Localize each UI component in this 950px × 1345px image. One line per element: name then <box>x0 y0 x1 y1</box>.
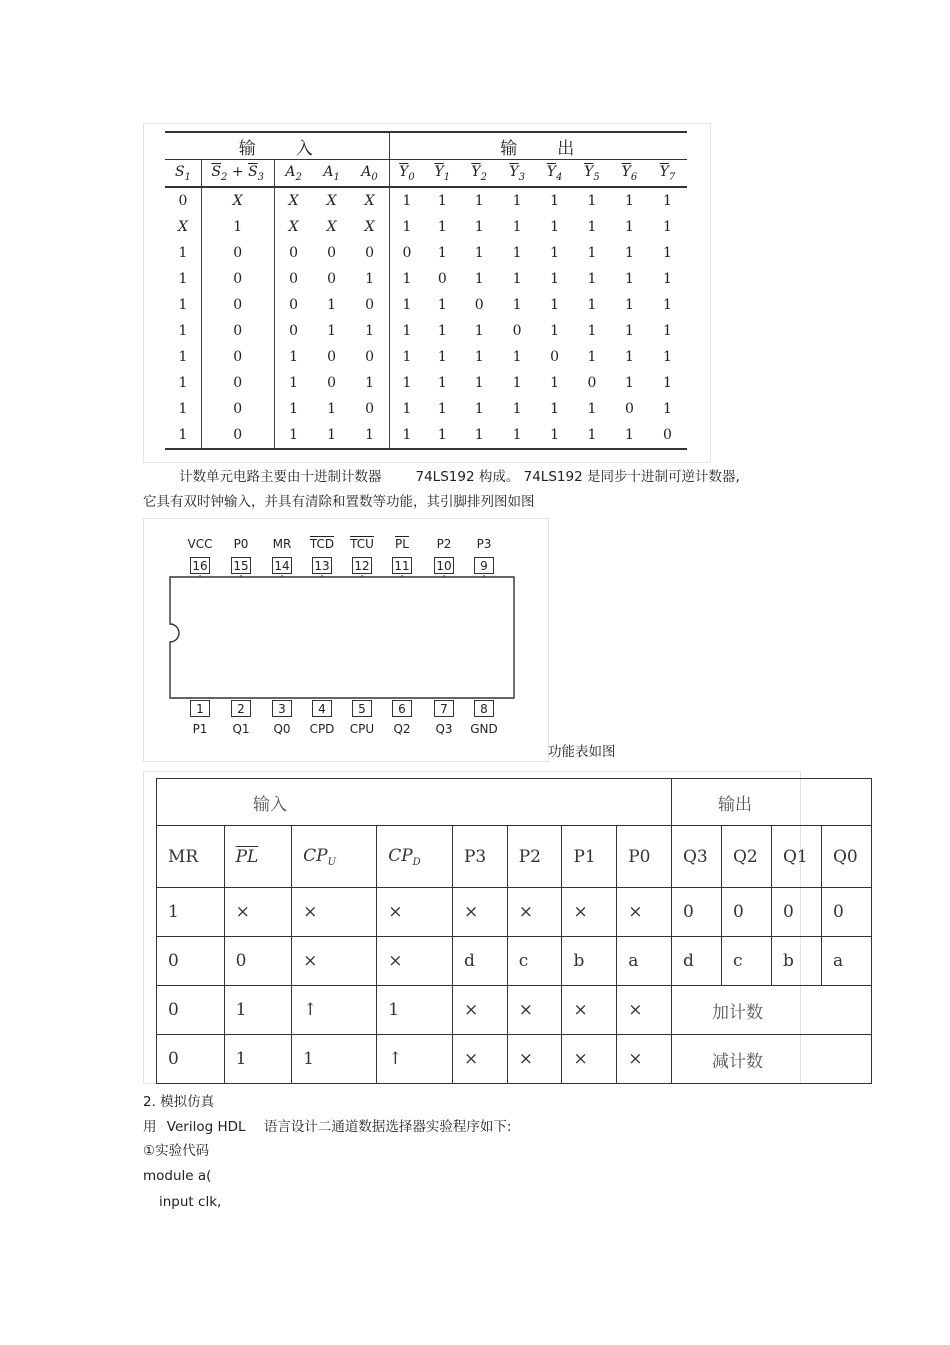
function-cell: c <box>722 937 772 986</box>
decoder-cell: 1 <box>573 422 611 449</box>
function-cell: × <box>292 937 377 986</box>
fn-header-cpu: $CP_U$ <box>292 826 377 888</box>
decoder-cell: 1 <box>474 271 484 287</box>
decoder-cell: 1 <box>327 297 337 313</box>
decoder-cell: X <box>201 187 274 214</box>
decoder-cell: 1 <box>351 266 389 292</box>
decoder-cell: 1 <box>437 375 447 391</box>
decoder-cell: 0 <box>648 422 687 449</box>
decoder-cell: 1 <box>351 422 389 449</box>
decoder-cell: 1 <box>165 292 201 318</box>
count-mode-label: 加计数 <box>672 986 872 1035</box>
pin-number: 9 <box>474 557 494 574</box>
decoder-cell: 1 <box>474 401 484 417</box>
decoder-cell: 1 <box>624 245 634 261</box>
decoder-row <box>165 396 687 422</box>
function-column-header-row <box>157 826 872 888</box>
decoder-cell: 1 <box>437 297 447 313</box>
decoder-cell: 1 <box>550 193 560 209</box>
decoder-row <box>165 422 687 449</box>
function-count-row <box>157 986 872 1035</box>
pin-label-q0: Q0 <box>273 722 291 736</box>
pin-number: 10 <box>434 557 454 574</box>
decoder-cell: 1 <box>165 240 201 266</box>
function-cell: 0 <box>822 888 872 937</box>
count-mode-label: 减计数 <box>672 1035 872 1084</box>
function-cell: 1 <box>224 986 292 1035</box>
function-cell: × <box>452 1035 507 1084</box>
code-title: ①实验代码 <box>143 1143 210 1159</box>
intro-prefix: 用 <box>143 1119 157 1135</box>
col-header-y2: $\overline{Y}_2$ <box>460 160 498 188</box>
decoder-cell: 1 <box>662 401 672 417</box>
function-cell: × <box>507 888 562 937</box>
function-table <box>156 778 872 1084</box>
decoder-cell: 1 <box>512 193 522 209</box>
decoder-cell: 1 <box>662 193 672 209</box>
function-table-caption: 功能表如图 <box>548 744 616 760</box>
function-cell: × <box>507 1035 562 1084</box>
decoder-cell: 1 <box>474 193 484 209</box>
decoder-cell: 1 <box>662 245 672 261</box>
function-cell: × <box>292 888 377 937</box>
decoder-cell: 1 <box>662 349 672 365</box>
decoder-cell: 0 <box>289 271 299 287</box>
decoder-cell: 1 <box>165 396 201 422</box>
pin-number: 13 <box>312 557 332 574</box>
pin-label-cpu: CPU <box>349 722 375 736</box>
decoder-cell: 1 <box>512 349 522 365</box>
decoder-cell: 1 <box>536 422 573 449</box>
decoder-cell: 0 <box>550 349 560 365</box>
pin-label-gnd: GND <box>470 722 498 736</box>
decoder-cell: 1 <box>474 245 484 261</box>
intro-text-part1: 计数单元电路主要由十进制计数器 <box>179 469 382 485</box>
decoder-cell: 0 <box>327 245 337 261</box>
function-cell: b <box>562 937 617 986</box>
pin-label-vcc: VCC <box>187 537 213 551</box>
function-row <box>157 937 872 986</box>
decoder-cell: 1 <box>424 422 460 449</box>
decoder-cell: 0 <box>289 297 299 313</box>
decoder-cell: 1 <box>402 375 412 391</box>
decoder-cell: X <box>288 193 299 209</box>
function-output-group-header: 输出 <box>672 779 872 826</box>
pin-number: 3 <box>272 700 292 717</box>
intro-description: 语言设计二通道数据选择器实验程序如下: <box>263 1119 512 1135</box>
decoder-cell: 1 <box>289 349 299 365</box>
decoder-cell: 0 <box>512 323 522 339</box>
decoder-cell: 0 <box>351 344 389 370</box>
intro-paragraph-line2: 它具有双时钟输入，并具有清除和置数等功能，其引脚排列图如图 <box>143 494 535 510</box>
function-cell: a <box>822 937 872 986</box>
decoder-cell: 1 <box>274 422 312 449</box>
intro-text-part2: 74LS192 构成。 74LS192 是同步十进制可逆计数器, <box>415 469 740 485</box>
function-cell: × <box>377 937 453 986</box>
decoder-cell: 1 <box>550 271 560 287</box>
decoder-row <box>165 187 687 214</box>
col-header-y0: $\overline{Y}_0$ <box>389 160 424 188</box>
decoder-cell: X <box>351 187 389 214</box>
function-cell: × <box>452 986 507 1035</box>
decoder-cell: 1 <box>624 219 634 235</box>
decoder-cell: 1 <box>587 401 597 417</box>
decoder-row <box>165 292 687 318</box>
function-cell: × <box>224 888 292 937</box>
function-cell: a <box>617 937 672 986</box>
decoder-cell: 1 <box>550 245 560 261</box>
col-header-y1: $\overline{Y}_1$ <box>424 160 460 188</box>
function-cell: × <box>507 986 562 1035</box>
decoder-cell: 0 <box>624 401 634 417</box>
decoder-cell: 1 <box>624 297 634 313</box>
decoder-cell: 1 <box>624 375 634 391</box>
decoder-cell: 0 <box>201 344 274 370</box>
decoder-cell: 0 <box>201 422 274 449</box>
decoder-cell: 1 <box>587 193 597 209</box>
decoder-cell: 1 <box>587 323 597 339</box>
decoder-cell: 1 <box>474 349 484 365</box>
decoder-cell: 1 <box>662 219 672 235</box>
function-cell: × <box>562 986 617 1035</box>
decoder-cell: 1 <box>587 297 597 313</box>
decoder-cell: 1 <box>624 323 634 339</box>
pin-label-p0: P0 <box>233 537 249 551</box>
function-cell: 1 <box>292 1035 377 1084</box>
decoder-cell: 1 <box>165 266 201 292</box>
code-line-1: module a( <box>143 1168 212 1184</box>
decoder-cell: 1 <box>165 370 201 396</box>
decoder-cell: 1 <box>662 297 672 313</box>
decoder-cell: 1 <box>611 422 648 449</box>
decoder-cell: 1 <box>165 422 201 449</box>
decoder-cell: 1 <box>402 271 412 287</box>
decoder-cell: 1 <box>474 323 484 339</box>
decoder-cell: 0 <box>327 271 337 287</box>
pin-number: 4 <box>312 700 332 717</box>
pin-number: 12 <box>352 557 372 574</box>
intro-paragraph-line1 <box>179 467 740 487</box>
function-cell: d <box>452 937 507 986</box>
decoder-cell: 0 <box>587 375 597 391</box>
decoder-cell: 1 <box>351 318 389 344</box>
decoder-cell: 1 <box>587 245 597 261</box>
section-heading: 2. 模拟仿真 <box>143 1094 215 1110</box>
decoder-column-header-row <box>165 160 687 188</box>
decoder-cell: 1 <box>474 375 484 391</box>
function-cell: 0 <box>772 888 822 937</box>
function-cell: c <box>507 937 562 986</box>
decoder-cell: 1 <box>402 193 412 209</box>
decoder-cell: 1 <box>512 245 522 261</box>
function-cell: b <box>772 937 822 986</box>
decoder-cell: 1 <box>460 422 498 449</box>
decoder-cell: 1 <box>512 297 522 313</box>
decoder-cell: 1 <box>512 375 522 391</box>
decoder-cell: 1 <box>662 323 672 339</box>
function-cell: 0 <box>157 986 225 1035</box>
decoder-truth-table <box>165 131 687 450</box>
decoder-cell: X <box>165 214 201 240</box>
decoder-cell: X <box>326 193 337 209</box>
pin-number: 14 <box>272 557 292 574</box>
pin-label-p2: P2 <box>436 537 452 551</box>
pin-number: 16 <box>190 557 210 574</box>
function-cell: × <box>452 888 507 937</box>
decoder-cell: 1 <box>402 349 412 365</box>
decoder-cell: 1 <box>402 401 412 417</box>
decoder-cell: 1 <box>351 370 389 396</box>
col-header-s2-s3: $\overline{S}_2 + \overline{S}_3$ <box>201 160 274 188</box>
decoder-cell: 1 <box>289 375 299 391</box>
decoder-cell: 1 <box>624 349 634 365</box>
decoder-cell: 1 <box>550 375 560 391</box>
decoder-cell: 1 <box>437 401 447 417</box>
decoder-cell: 1 <box>587 349 597 365</box>
col-header-y7: $\overline{Y}_7$ <box>648 160 687 188</box>
fn-header-cpd: $CP_D$ <box>377 826 453 888</box>
decoder-cell: 0 <box>201 396 274 422</box>
decoder-table-body <box>165 187 687 449</box>
function-cell: × <box>617 1035 672 1084</box>
decoder-cell: 1 <box>437 193 447 209</box>
decoder-cell: 1 <box>512 401 522 417</box>
decoder-cell: 1 <box>587 271 597 287</box>
function-cell: × <box>617 986 672 1035</box>
pin-number: 5 <box>352 700 372 717</box>
pin-number: 8 <box>474 700 494 717</box>
decoder-cell: 1 <box>402 219 412 235</box>
function-cell: 0 <box>672 888 722 937</box>
decoder-row <box>165 240 687 266</box>
decoder-cell: X <box>326 219 337 235</box>
decoder-cell: 1 <box>165 344 201 370</box>
col-header-a1: $A_1$ <box>313 160 351 188</box>
decoder-cell: 0 <box>327 375 337 391</box>
decoder-cell: X <box>351 214 389 240</box>
decoder-cell: 1 <box>402 297 412 313</box>
decoder-cell: 0 <box>201 292 274 318</box>
decoder-cell: 1 <box>498 422 536 449</box>
decoder-cell: 1 <box>201 214 274 240</box>
decoder-cell: 1 <box>550 219 560 235</box>
function-table-body <box>157 888 872 1084</box>
decoder-cell: 1 <box>289 401 299 417</box>
decoder-cell: 1 <box>624 271 634 287</box>
col-header-y3: $\overline{Y}_3$ <box>498 160 536 188</box>
function-cell: 1 <box>377 986 453 1035</box>
pin-label-mr: MR <box>272 537 292 551</box>
decoder-cell: 0 <box>289 245 299 261</box>
decoder-cell: 1 <box>313 422 351 449</box>
function-cell: × <box>377 888 453 937</box>
function-count-row <box>157 1035 872 1084</box>
decoder-cell: 0 <box>289 323 299 339</box>
decoder-cell: 1 <box>512 219 522 235</box>
pin-number: 6 <box>392 700 412 717</box>
decoder-cell: 0 <box>402 245 412 261</box>
code-line-2: input clk, <box>159 1194 222 1210</box>
decoder-row <box>165 266 687 292</box>
decoder-cell: 1 <box>512 271 522 287</box>
decoder-cell: 0 <box>351 240 389 266</box>
fn-header-mr: MR <box>157 826 225 888</box>
decoder-output-group-header: 输 出 <box>389 132 687 160</box>
fn-header-q3: Q3 <box>672 826 722 888</box>
fn-header-q2: Q2 <box>722 826 772 888</box>
decoder-cell: 1 <box>437 323 447 339</box>
function-cell: × <box>617 888 672 937</box>
col-header-s1: $S_1$ <box>165 160 201 188</box>
decoder-cell: X <box>288 219 299 235</box>
fn-header-p0: P0 <box>617 826 672 888</box>
decoder-cell: 0 <box>201 318 274 344</box>
decoder-cell: 1 <box>662 375 672 391</box>
decoder-input-group-header: 输 入 <box>165 132 389 160</box>
section-intro <box>143 1117 511 1137</box>
decoder-cell: 1 <box>550 323 560 339</box>
decoder-cell: 0 <box>437 271 447 287</box>
col-header-y5: $\overline{Y}_5$ <box>573 160 611 188</box>
decoder-cell: 1 <box>550 401 560 417</box>
decoder-cell: 1 <box>550 297 560 313</box>
pin-number: 11 <box>392 557 412 574</box>
pin-label-tcd: $\overline{TCD}$ <box>309 537 335 551</box>
function-cell: d <box>672 937 722 986</box>
intro-language: Verilog HDL <box>166 1119 246 1135</box>
function-input-group-header: 输入 <box>157 779 672 826</box>
decoder-cell: 1 <box>437 349 447 365</box>
pin-label-cpd: CPD <box>309 722 335 736</box>
col-header-y6: $\overline{Y}_6$ <box>611 160 648 188</box>
function-cell: ↑ <box>292 986 377 1035</box>
pin-label-p3: P3 <box>476 537 492 551</box>
fn-header-pl: $\overline{PL}$ <box>224 826 292 888</box>
decoder-cell: 1 <box>662 271 672 287</box>
function-cell: 0 <box>157 937 225 986</box>
decoder-cell: 1 <box>327 323 337 339</box>
decoder-cell: 0 <box>165 187 201 214</box>
function-row <box>157 888 872 937</box>
pin-label-p1: P1 <box>192 722 208 736</box>
fn-header-p3: P3 <box>452 826 507 888</box>
decoder-cell: 0 <box>474 297 484 313</box>
decoder-cell: 1 <box>402 323 412 339</box>
decoder-cell: 1 <box>327 401 337 417</box>
decoder-cell: 0 <box>327 349 337 365</box>
pin-label-q2: Q2 <box>393 722 411 736</box>
fn-header-p2: P2 <box>507 826 562 888</box>
decoder-cell: 1 <box>389 422 424 449</box>
decoder-cell: 0 <box>201 266 274 292</box>
decoder-cell: 1 <box>165 318 201 344</box>
function-cell: 1 <box>224 1035 292 1084</box>
decoder-cell: 1 <box>437 219 447 235</box>
decoder-row <box>165 318 687 344</box>
function-cell: 0 <box>224 937 292 986</box>
fn-header-p1: P1 <box>562 826 617 888</box>
pin-label-q3: Q3 <box>435 722 453 736</box>
decoder-row <box>165 370 687 396</box>
function-cell: 0 <box>157 1035 225 1084</box>
decoder-cell: 0 <box>201 370 274 396</box>
decoder-cell: 0 <box>351 292 389 318</box>
pin-number: 1 <box>190 700 210 717</box>
decoder-cell: 1 <box>587 219 597 235</box>
pin-number: 7 <box>434 700 454 717</box>
pin-label-pl: $\overline{PL}$ <box>395 537 409 551</box>
function-cell: 0 <box>722 888 772 937</box>
col-header-y4: $\overline{Y}_4$ <box>536 160 573 188</box>
decoder-row <box>165 214 687 240</box>
function-cell: × <box>562 888 617 937</box>
fn-header-q1: Q1 <box>772 826 822 888</box>
decoder-cell: 0 <box>201 240 274 266</box>
pin-number: 2 <box>231 700 251 717</box>
pin-label-tcu: $\overline{TCU}$ <box>350 537 374 551</box>
decoder-row <box>165 344 687 370</box>
col-header-a0: $A_0$ <box>351 160 389 188</box>
function-cell: × <box>562 1035 617 1084</box>
decoder-cell: 1 <box>437 245 447 261</box>
decoder-cell: 0 <box>351 396 389 422</box>
pin-number: 15 <box>231 557 251 574</box>
col-header-a2: $A_2$ <box>274 160 312 188</box>
function-cell: 1 <box>157 888 225 937</box>
function-cell: ↑ <box>377 1035 453 1084</box>
decoder-cell: 1 <box>474 219 484 235</box>
fn-header-q0: Q0 <box>822 826 872 888</box>
pin-label-q1: Q1 <box>232 722 250 736</box>
decoder-cell: 1 <box>624 193 634 209</box>
